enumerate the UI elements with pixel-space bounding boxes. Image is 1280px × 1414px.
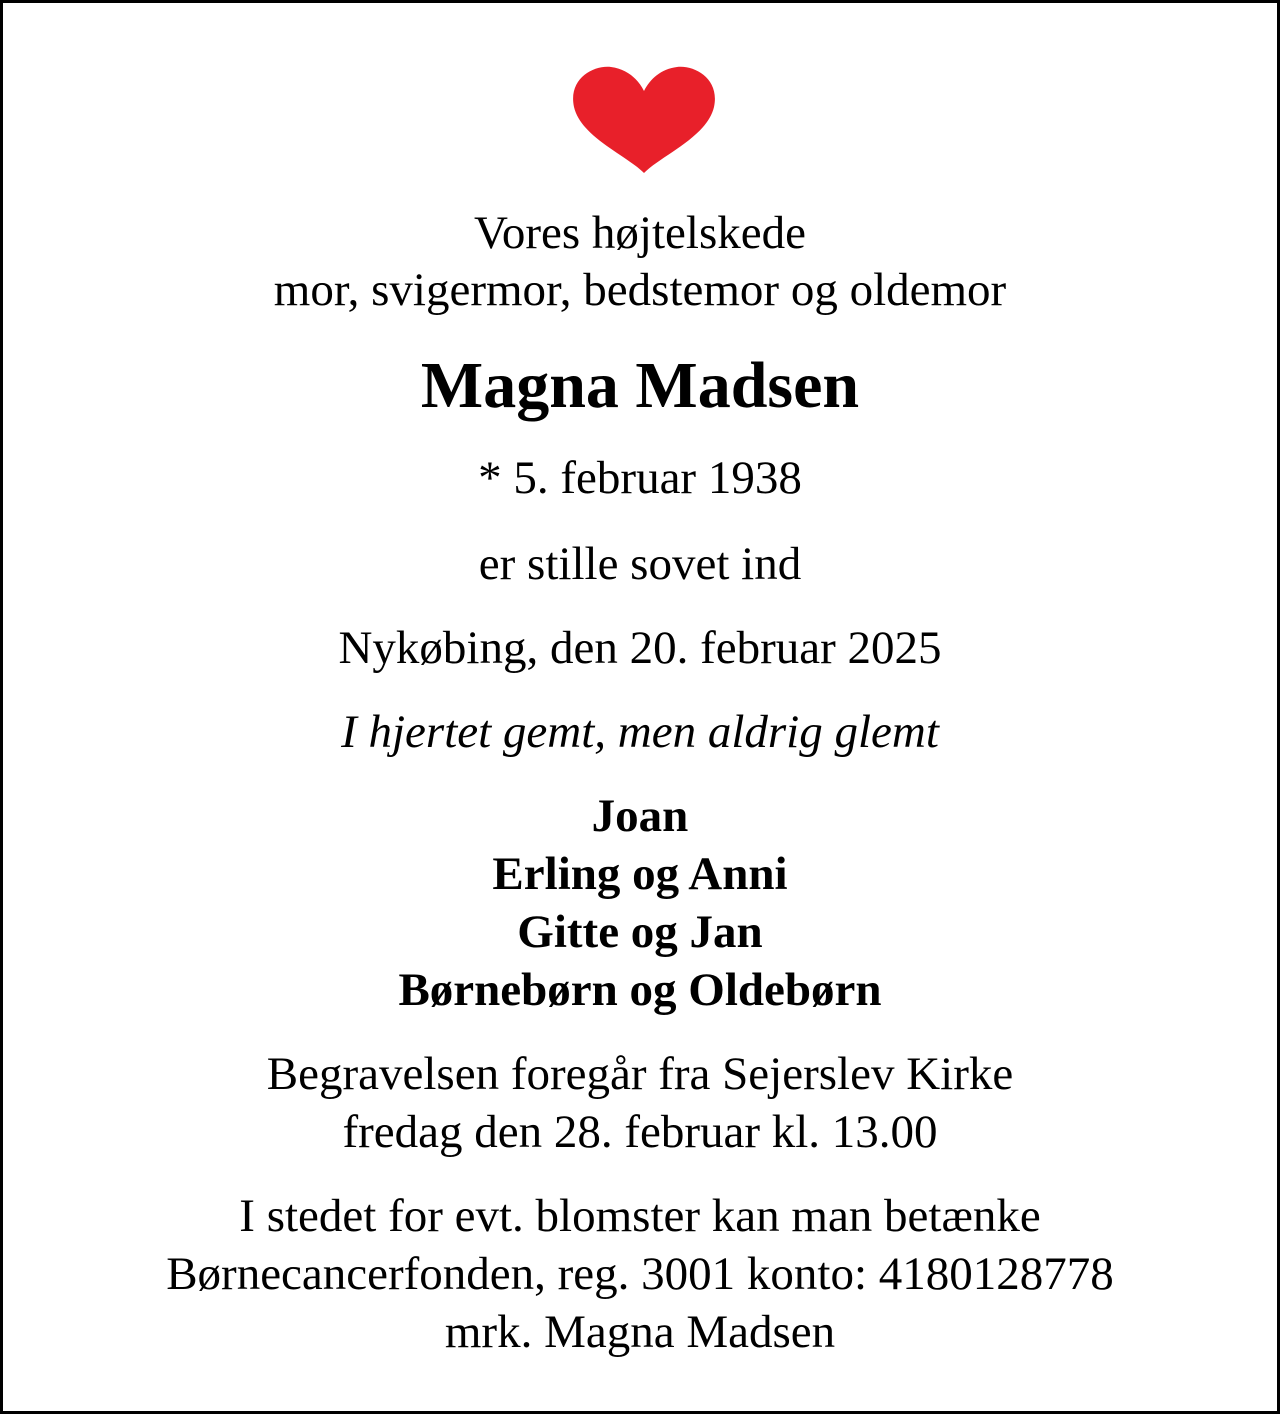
donation-line-1: I stedet for evt. blomster kan man betænke xyxy=(239,1190,1041,1242)
heart-icon xyxy=(571,65,717,175)
mourner-name: Erling og Anni xyxy=(492,848,788,900)
donation-line-2: Børnecancerfonden, reg. 3001 konto: 4180128778 xyxy=(166,1248,1114,1300)
mourner-name: Børnebørn og Oldebørn xyxy=(398,964,882,1016)
heart-shape xyxy=(573,67,715,173)
memorial-quote: I hjertet gemt, men aldrig glemt xyxy=(341,706,939,758)
donation-line-3: mrk. Magna Madsen xyxy=(444,1306,836,1358)
place-and-date: Nykøbing, den 20. februar 2025 xyxy=(338,622,942,674)
intro-line-2: mor, svigermor, bedstemor og oldemor xyxy=(273,264,1007,316)
funeral-line-1: Begravelsen foregår fra Sejerslev Kirke xyxy=(266,1048,1014,1100)
passing-text: er stille sovet ind xyxy=(478,538,802,590)
mourner-name: Gitte og Jan xyxy=(517,906,763,958)
deceased-name: Magna Madsen xyxy=(420,349,860,422)
intro-line-1: Vores højtelskede xyxy=(474,207,806,259)
funeral-line-2: fredag den 28. februar kl. 13.00 xyxy=(342,1106,938,1158)
birth-date: * 5. februar 1938 xyxy=(478,452,802,504)
mourner-name: Joan xyxy=(591,790,689,842)
